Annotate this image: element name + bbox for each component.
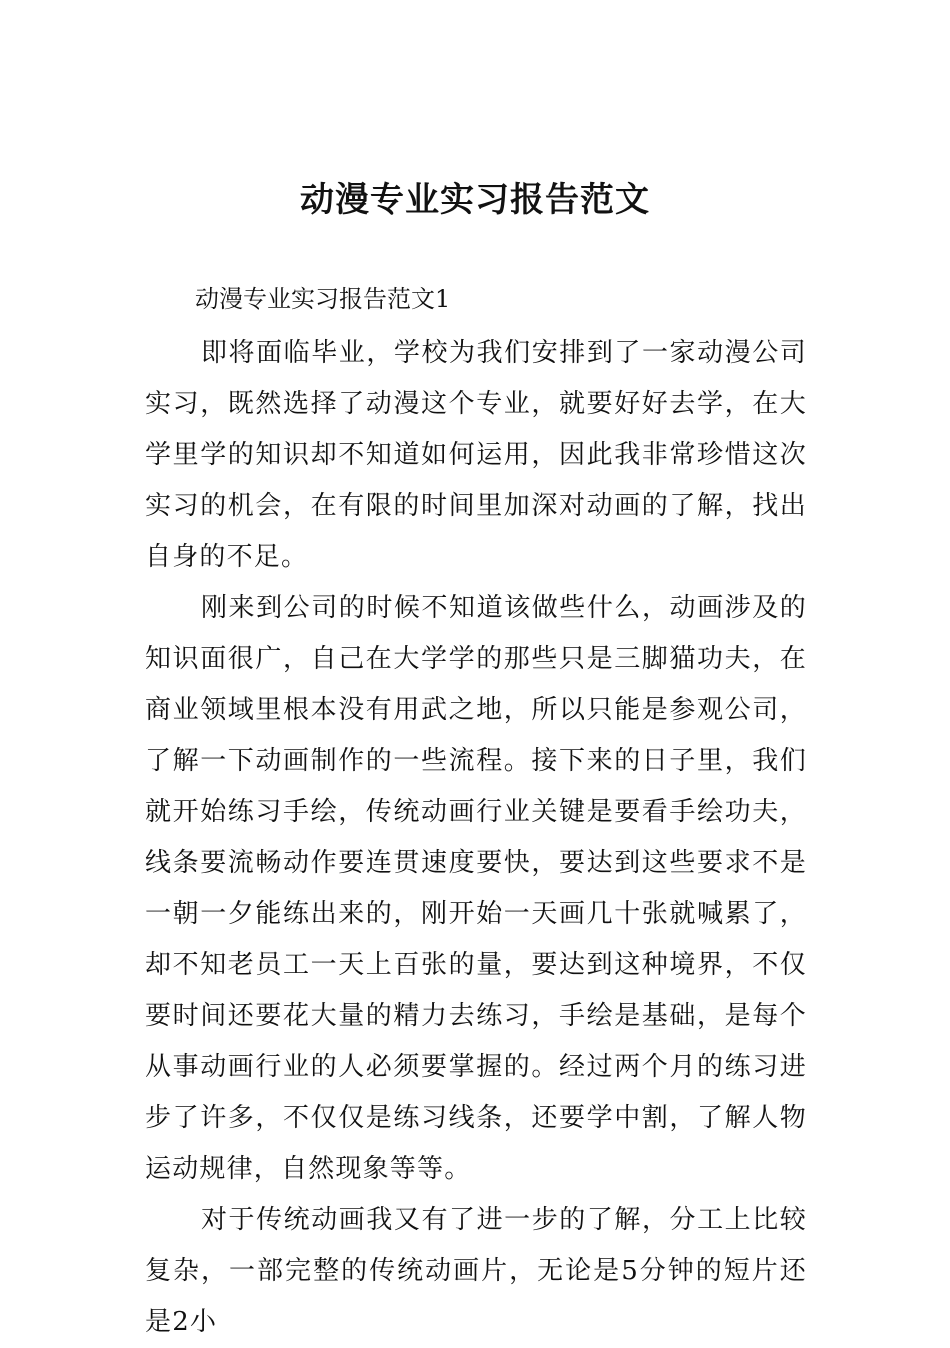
paragraph-2: 刚来到公司的时候不知道该做些什么，动画涉及的知识面很广，自己在大学学的那些只是三脚猫功夫，在商业领域里根本没有用武之地，所以只能是参观公司，了解一下动画制作的一些流程。接下来的日子里，我们就开始练习手绘，传统动画行业关键是要看手绘功夫，线条要流畅动作要连贯速度要快，要达到这些要求不是一朝一夕能练出来的，刚开始一天画几十张就喊累了，却不知老员工一天上百张的量，要达到这种境界，不仅要时间还要花大量的精力去练习，手绘是基础，是每个从事动画行业的人必须要掌握的。经过两个月的练习进步了许多，不仅仅是练习线条，还要学中割，了解人物运动规律，自然现象等等。 — [145, 593, 807, 1184]
paragraph-3: 对于传统动画我又有了进一步的了解，分工上比较复杂，一部完整的传统动画片，无论是5分钟的短片还是2小 — [145, 1205, 807, 1337]
section-heading: 动漫专业实习报告范文1 — [195, 285, 451, 313]
paragraph-1: 即将面临毕业，学校为我们安排到了一家动漫公司实习，既然选择了动漫这个专业，就要好好去学，在大学里学的知识却不知道如何运用，因此我非常珍惜这次实习的机会，在有限的时间里加深对动画的了解，找出自身的不足。 — [145, 338, 807, 572]
document-body — [145, 276, 807, 1348]
document-title: 动漫专业实习报告范文 — [300, 180, 650, 220]
